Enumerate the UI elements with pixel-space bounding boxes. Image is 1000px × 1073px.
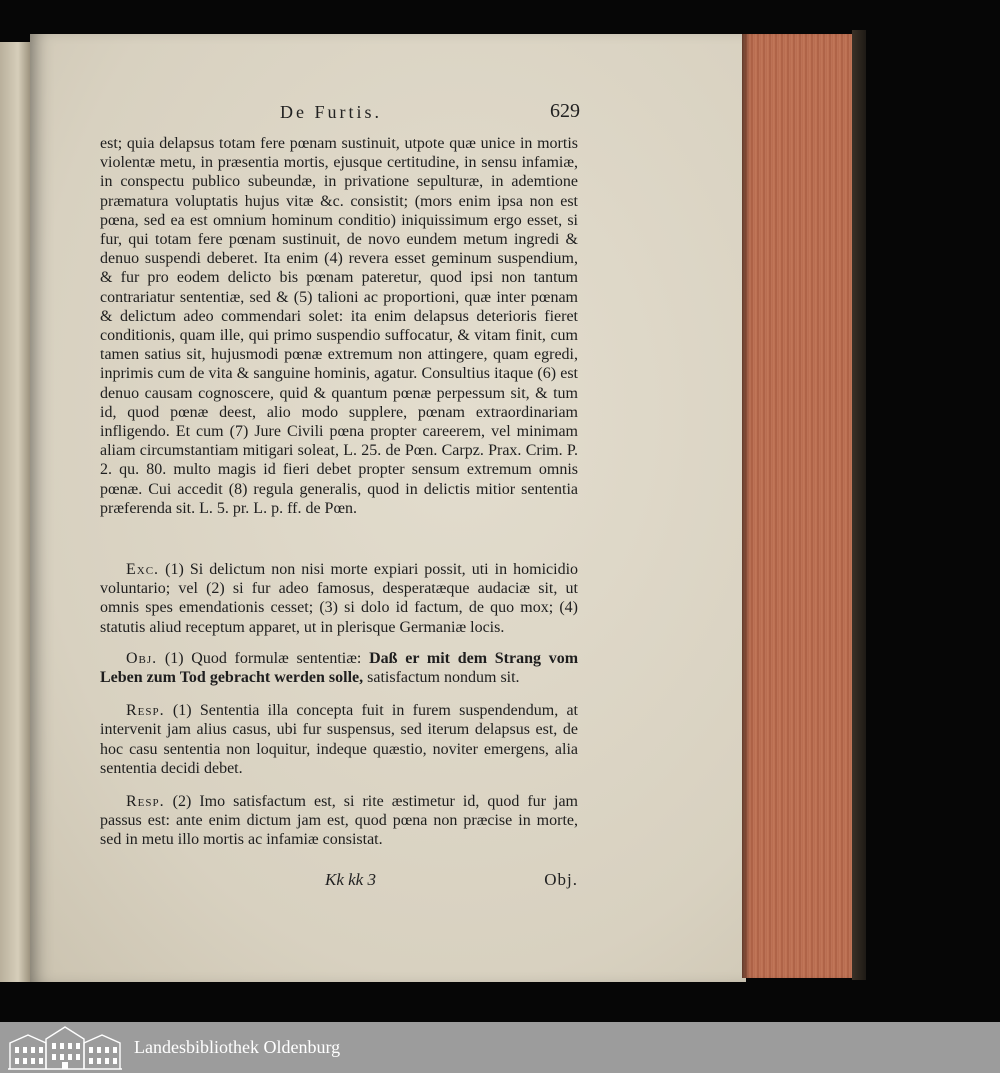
page-block-edge bbox=[742, 34, 854, 978]
book-cover-edge bbox=[852, 30, 866, 980]
page-footer bbox=[100, 870, 578, 894]
library-name: Landesbibliothek Oldenburg bbox=[134, 1037, 341, 1057]
exc-text: (1) Si delictum non nisi morte expiari possit, uti in homicidio voluntario; vel (2) si fur adeo famosus, desperatæque audaciæ sit, ut omnis spes emendationis cesset; (3) si dolo id factum, de quo mox; (4) statutis aliud receptum apparet, ut in plerisque Germaniæ locis. bbox=[100, 561, 579, 636]
exc-label: Exc. bbox=[126, 561, 160, 578]
page-body bbox=[100, 134, 578, 850]
obj-text-pre: (1) Quod formulæ sententiæ: bbox=[164, 649, 362, 667]
main-paragraph: est; quia delapsus totam fere pœnam sustinuit, utpote quæ unice in mortis violentæ metu, in præsentia mortis, ejusque certitudine, in sensu infamiæ, in conspectu publico subeundæ, in privatione sepulturæ, in ademtione præmatura voluptatis hujus vitæ &c. consistit; (mors enim ipsa non est pœna, sed ea est omnium hominum conditio) iniquissimum ergo esset, si fur, qui totam fere pœnam sustinuit, de novo eundem metum ingredi & denuo suspendi deberet. Ita enim (4) revera esset geminum suspendium, & fur pro eodem delicto bis pœnam pateretur, quod ipsi non tantum contrariatur sententiæ, sed & (5) talioni ac proportioni, quæ inter pœnam & delictum adeo commendari solet: ita enim delapsus deterioris fieret conditionis, quam ille, qui primo suspendio suffocatur, & vitam finit, cum tamen satius sit, hujusmodi pœnæ extremum non attingere, quam egredi, inprimis cum de vita & sanguine hominis, agatur. Consultius itaque (6) est denuo causam cognoscere, quid & quantum pœnæ perpessum sit, & tum id, quod pœnæ deest, alio modo supplere, pœnam extraordinariam infligendo. Et cum (7) Jure Civili pœna propter careerem, vel minimam aliam circumstantiam mitigari soleat, L. 25. de Pœn. Carpz. Prax. Crim. P. 2. qu. 80. multo magis id fieri debet propter sensum extremum omnis pœnæ. Cui accedit (8) regula generalis, quod in delictis mitior sententia præferenda sit. L. 5. pr. L. p. ff. de Pœn. bbox=[100, 135, 578, 517]
facing-page-edge bbox=[0, 42, 30, 982]
exception-paragraph bbox=[100, 560, 578, 637]
resp2-text: (2) Imo satisfactum est, si rite æstimetur id, quod fur jam passus est: ante enim dictum jam est, quod pœna non præcise in morte, sed in metu illo mortis ac infamiæ consistat. bbox=[100, 793, 579, 849]
objection-paragraph bbox=[100, 649, 578, 687]
obj-german-quote: Daß er mit dem Strang vom Leben zum Tod gebracht werden solle, bbox=[100, 649, 579, 687]
obj-label: Obj. bbox=[126, 649, 158, 667]
page-number: 629 bbox=[550, 100, 580, 122]
page-header bbox=[280, 100, 580, 130]
obj-text-post: satisfactum nondum sit. bbox=[367, 669, 520, 687]
catchword: Obj. bbox=[544, 870, 578, 889]
signature-mark: Kk kk 3 bbox=[325, 870, 376, 889]
response-1-paragraph bbox=[100, 701, 578, 778]
library-banner bbox=[0, 1022, 1000, 1073]
running-title: De Furtis. bbox=[280, 102, 382, 122]
resp1-label: Resp. bbox=[126, 702, 165, 720]
resp1-text: (1) Sententia illa concepta fuit in furem suspendendum, at intervenit jam alius casus, ubi fur suspensus, sed iterum delapsus est, de hoc casu sententia non loquitur, indeque quæstio, noviter emergens, alia sententia decidi debet. bbox=[100, 702, 579, 777]
library-building-icon bbox=[8, 1025, 122, 1070]
resp2-label: Resp. bbox=[126, 793, 165, 811]
response-2-paragraph bbox=[100, 792, 578, 850]
